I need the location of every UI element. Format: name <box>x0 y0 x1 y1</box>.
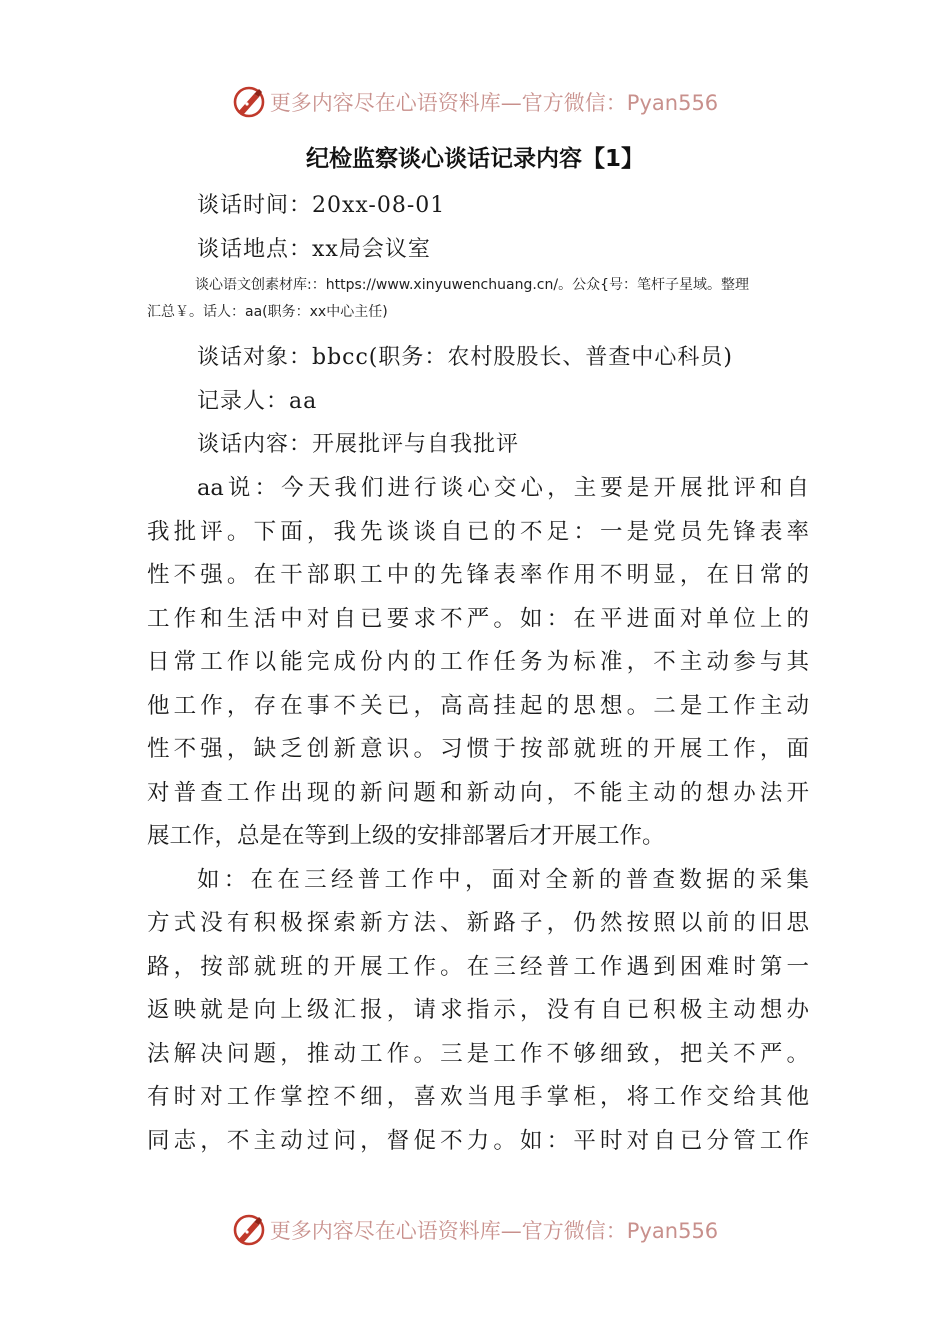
talk-target: 谈话对象：bbcc(职务：农村股股长、普查中心科员) <box>197 345 733 370</box>
text-line: 返映就是向上级汇报，请求指示，没有自已积极主动想办 <box>147 997 809 1023</box>
pen-nib-logo-icon <box>232 1213 266 1247</box>
text-line: 他工作，存在事不关已，高高挂起的思想。二是工作主动 <box>147 693 809 719</box>
talk-content: 谈话内容：开展批评与自我批评 <box>197 432 520 457</box>
document-title: 纪检监察谈心谈话记录内容【1】 <box>305 146 644 172</box>
recorder: 记录人：aa <box>197 389 318 414</box>
talk-place: 谈话地点：xx局会议室 <box>197 237 431 262</box>
text-line: 工作和生活中对自已要求不严。如：在平进面对单位上的 <box>147 606 809 632</box>
watermark-note <box>147 272 809 326</box>
header-banner <box>0 82 950 122</box>
banner-text: 更多内容尽在心语资料库—官方微信：Pyan556 <box>269 1219 719 1243</box>
text-line: 性不强，缺乏创新意识。习惯于按部就班的开展工作，面 <box>147 736 809 762</box>
footer-banner <box>0 1210 950 1250</box>
text-line: 日常工作以能完成份内的工作任务为标准，不主动参与其 <box>147 649 809 675</box>
text-line: 性不强。在干部职工中的先锋表率作用不明显，在日常的 <box>147 562 809 588</box>
banner-text: 更多内容尽在心语资料库—官方微信：Pyan556 <box>269 91 719 115</box>
text-line: aa说：今天我们进行谈心交心，主要是开展批评和自 <box>197 475 809 501</box>
text-line: 如：在在三经普工作中，面对全新的普查数据的采集 <box>197 867 809 893</box>
watermark-note-line-2: 汇总￥。话人：aa(职务：xx中心主任) <box>147 304 388 320</box>
text-line: 有时对工作掌控不细，喜欢当甩手掌柜，将工作交给其他 <box>147 1084 809 1110</box>
text-line: 同志，不主动过问，督促不力。如：平时对自已分管工作 <box>147 1128 809 1154</box>
text-line: 对普查工作出现的新问题和新动向，不能主动的想办法开 <box>147 780 809 806</box>
pen-nib-logo-icon <box>232 85 266 119</box>
text-line: 展工作，总是在等到上级的安排部署后才开展工作。 <box>147 823 665 849</box>
text-line: 路，按部就班的开展工作。在三经普工作遇到困难时第一 <box>147 954 809 980</box>
watermark-note-line-1: 谈心语文创素材库:：https://www.xinyuwenchuang.cn/。公众{号：笔杆子星域。整理 <box>195 277 749 293</box>
text-line: 方式没有积极探索新方法、新路子，仍然按照以前的旧思 <box>147 910 809 936</box>
text-line: 法解决问题，推动工作。三是工作不够细致，把关不严。 <box>147 1041 809 1067</box>
talk-time: 谈话时间：20xx-08-01 <box>197 193 446 218</box>
text-line: 我批评。下面，我先谈谈自已的不足：一是党员先锋表率 <box>147 519 809 545</box>
